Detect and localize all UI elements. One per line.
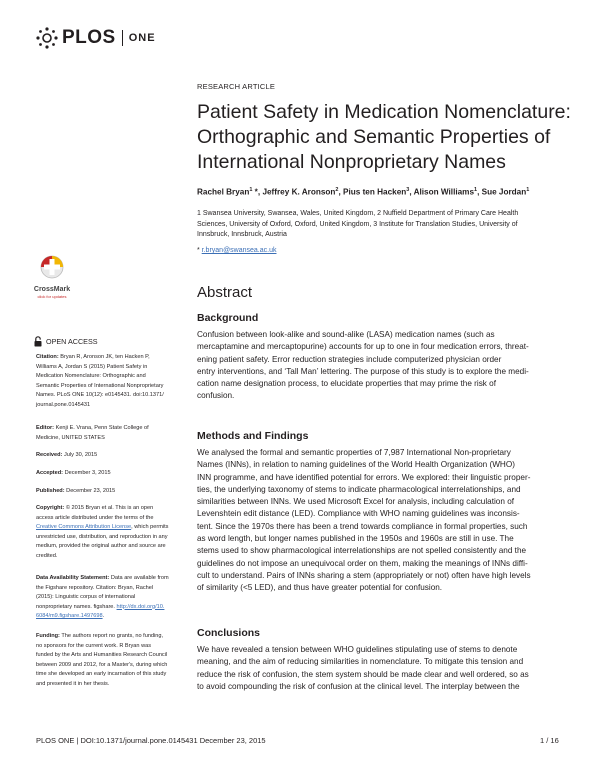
text-line: cation name designation process, to elucidate properties that may prime the risk of	[197, 379, 496, 389]
text-line: as word length, but longer names published in the 1950s and 1960s are still in use. The	[197, 534, 514, 544]
section-text-methods	[197, 447, 577, 595]
author-affiliation-mark: 2	[335, 187, 339, 193]
funding-block	[36, 632, 186, 689]
funding-label: Funding:	[36, 633, 60, 639]
editor-block	[36, 424, 186, 443]
text-line: entry interventions, and ‘Tall Man’ lettering. The purpose of this study is to explore the medi-	[197, 366, 529, 376]
article-type: RESEARCH ARTICLE	[197, 82, 276, 91]
affiliations	[197, 209, 577, 241]
text-line: ties, the underlying taxonomy of stems to indicate pharmacological interrelationships, and	[197, 484, 521, 494]
citation-line: Bryan R, Aronson JK, ten Hacken P,	[58, 354, 150, 360]
open-lock-icon	[34, 336, 42, 347]
journal-name: PLOS	[62, 27, 116, 48]
text-line: tent. Since the 1970s there has been a trend towards compliance in formal properties, such	[197, 521, 528, 531]
text-line: confusion.	[197, 391, 235, 401]
journal-subname: ONE	[128, 32, 156, 44]
author-affiliation-mark: 1	[249, 187, 253, 193]
text-line: stems used to show pharmacological interrelationships are not spelled consistently and the	[197, 546, 527, 556]
funding-line: between 2009 and 2012, for a Master's, during which	[36, 661, 168, 668]
text-line: Names (INNs), in relation to naming guidelines of the World Health Organization (WHO)	[197, 460, 515, 470]
text-line: Confusion between look-alike and sound-alike (LASA) medication names (such as	[197, 330, 495, 339]
data-availability-line: nonproprietary names. figshare.	[36, 603, 117, 610]
published-value: December 23, 2015	[64, 488, 116, 494]
section-heading-background: Background	[197, 312, 259, 324]
data-availability-label: Data Availability Statement:	[36, 575, 110, 581]
abstract-heading: Abstract	[197, 284, 253, 301]
data-availability-block	[36, 574, 186, 622]
citation-block	[36, 353, 186, 410]
text-line: INN programme, and have identified potential for errors. We explored: their linguistic proper-	[197, 472, 531, 482]
copyright-line: medium, provided the original author and source are	[36, 543, 166, 549]
copyright-line: access article distributed under the terms of the	[36, 514, 154, 521]
text-line: We have revealed a tension between WHO guidelines stipulating use of stems to denote	[197, 645, 518, 654]
author-name[interactable]: Sue Jordan	[481, 187, 527, 197]
corresponding-email	[197, 247, 276, 254]
citation-line: Names. PLoS ONE 10(12): e0145431. doi:10.1371/	[36, 392, 164, 398]
text-line: mercaptamine and mercaptopurine) accounts for up to one in four medication errors, threat-	[197, 342, 529, 352]
copyright-line: unrestricted use, distribution, and reproduction in any	[36, 533, 168, 540]
published-label: Published:	[36, 488, 65, 494]
open-access-badge	[34, 336, 98, 347]
text-line: We analysed the formal and semantic properties of 7,987 International Non-proprietary	[197, 448, 511, 457]
citation-line: Williams A, Jordan S (2015) Patient Safety in	[36, 363, 148, 370]
page-number: 1 / 16	[540, 736, 559, 745]
plos-logo-icon	[34, 26, 60, 50]
text-line: ening patient safety. Error reduction strategies include computerized physician order	[197, 354, 502, 364]
editor-line: Medicine, UNITED STATES	[36, 434, 105, 441]
funding-line: funded by the Arts and Humanities Research Council	[36, 652, 168, 658]
article-title	[197, 100, 577, 175]
copyright-block	[36, 504, 186, 561]
funding-line: The authors report no grants, no funding,	[59, 633, 164, 639]
crossmark-label: CrossMark	[33, 286, 71, 293]
figshare-link[interactable]: http://dx.doi.org/10.	[116, 603, 165, 610]
section-text-background	[197, 329, 577, 403]
crossmark-sublabel: click for updates	[37, 294, 67, 299]
text-line: reduce the risk of confusion, the stem system should be made clear and well ordered, so as	[197, 669, 529, 679]
received-label: Received:	[36, 452, 63, 458]
license-link[interactable]: Creative Commons Attribution License	[36, 524, 132, 530]
author-affiliation-mark: 1	[526, 187, 530, 193]
copyright-line: credited.	[36, 552, 58, 559]
title-line: Orthographic and Semantic Properties of	[197, 126, 551, 148]
data-availability-line: Data are available from	[109, 575, 169, 581]
open-access-label: OPEN ACCESS	[46, 337, 98, 346]
funding-line: and presented it in her thesis.	[36, 680, 110, 687]
editor-line: Kenji E. Vrana, Penn State College of	[54, 425, 149, 431]
accepted-date	[36, 469, 186, 479]
crossmark-badge[interactable]	[32, 255, 72, 299]
figshare-link-continued[interactable]: 6084/m9.figshare.1497698	[36, 613, 103, 619]
affiliation-line: Innsbruck, Innsbruck, Austria	[197, 231, 287, 238]
copyright-line: , which permits	[131, 524, 169, 530]
affiliation-line: Sciences, University of Oxford, Oxford, United Kingdom, 3 Institute for Translation Studies, University of	[197, 220, 518, 228]
citation-label: Citation:	[36, 354, 59, 360]
text-line: meaning, and the aim of reducing similarities in nomenclature. To mitigate this tension and	[197, 657, 524, 667]
section-heading-conclusions: Conclusions	[197, 627, 261, 639]
data-availability-line: (2015): Linguistic corpus of international	[36, 594, 136, 600]
author-name[interactable]: Pius ten Hacken	[343, 187, 407, 197]
logo-divider	[122, 30, 123, 46]
title-line: Patient Safety in Medication Nomenclature:	[197, 101, 571, 123]
text-line: guidelines do not impose an unequivocal order on them, making the meanings of INNs diffi-	[197, 558, 528, 568]
editor-label: Editor:	[36, 425, 55, 431]
copyright-line: © 2015 Bryan et al. This is an open	[64, 505, 154, 511]
accepted-label: Accepted:	[36, 470, 64, 476]
text-line: cult to understand. Pairs of INNs sharing a stem (appropriately or not) often have high levels	[197, 570, 531, 580]
text-line: Levenshtein edit distance (LED). Compliance with WHO naming guidelines was inconsis-	[197, 509, 520, 519]
author-affiliation-mark: 1	[474, 187, 478, 193]
affiliation-line: 1 Swansea University, Swansea, Wales, United Kingdom, 2 Nuffield Department of Primary Care Health	[197, 210, 519, 217]
section-text-conclusions	[197, 644, 577, 693]
corresponding-mark: *	[252, 187, 258, 197]
section-heading-methods: Methods and Findings	[197, 430, 309, 442]
author-name[interactable]: Alison Williams	[413, 187, 475, 197]
funding-line: no sponsors for the current work. R Bryan was	[36, 642, 152, 649]
text-line: similarities between INNs. We used Microsoft Excel for analysis, including calculation of	[197, 497, 515, 507]
journal-logo	[34, 26, 156, 50]
received-date	[36, 451, 186, 461]
author-affiliation-mark: 3	[406, 187, 410, 193]
title-line: International Nonproprietary Names	[197, 151, 506, 173]
data-availability-line: the Figshare repository. Citation: Bryan, Rachel	[36, 584, 154, 591]
email-link[interactable]: r.bryan@swansea.ac.uk	[201, 247, 277, 254]
crossmark-icon	[37, 255, 67, 281]
data-availability-period: .	[102, 613, 105, 619]
text-line: to avoid compounding the risk of confusion at the clinical level. The interplay between the	[197, 681, 520, 691]
published-date	[36, 487, 186, 497]
email-prefix: *	[197, 247, 202, 254]
author-name[interactable]: Jeffrey K. Aronson	[262, 187, 336, 197]
citation-line: journal.pone.0145431	[36, 401, 91, 408]
text-line: of similarity (<5 LED), and thus have greater potential for confusion.	[197, 583, 443, 593]
funding-line: time she developed an early incarnation of this study	[36, 671, 167, 677]
author-name[interactable]: Rachel Bryan	[197, 187, 250, 197]
received-value: July 30, 2015	[62, 452, 98, 458]
page-footer: PLOS ONE | DOI:10.1371/journal.pone.0145431 December 23, 2015	[36, 736, 266, 745]
copyright-label: Copyright:	[36, 505, 65, 511]
author-list: Rachel Bryan$^1$ *, Jeffrey K. Aronson$^2$, Pius ten Hacken$^3$, Alison Williams$^1$, Sue Jordan$^1$	[197, 187, 530, 197]
accepted-value: December 3, 2015	[63, 470, 111, 476]
citation-line: Medication Nomenclature: Orthographic and	[36, 373, 146, 379]
citation-line: Semantic Properties of International Nonproprietary	[36, 382, 164, 389]
